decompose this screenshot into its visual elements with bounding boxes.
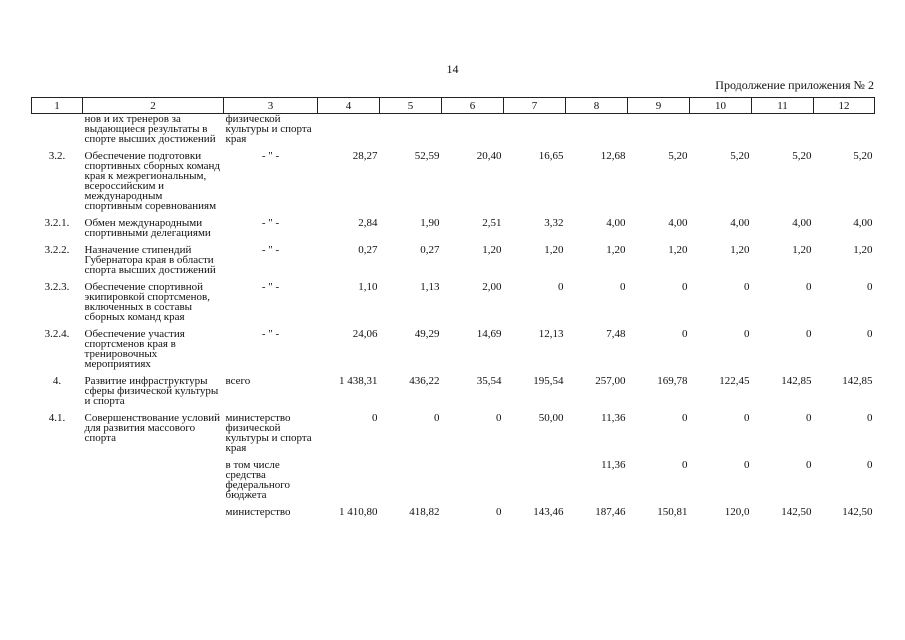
- amount-cell-col-5: [380, 453, 442, 500]
- amount-cell-col-4: 0: [372, 412, 378, 424]
- amount-cell-col-10: 0: [744, 281, 750, 293]
- column-header-3: 3: [224, 98, 318, 114]
- row-number-cell: 3.2.1.: [44, 217, 70, 229]
- activity-name-cell: Обеспечение спортивной экипировкой спортсменов, включенных в составы сборных команд края: [84, 281, 210, 323]
- amount-cell-col-11: [752, 114, 814, 145]
- table-row: [32, 211, 875, 238]
- amount-cell-col-12: 5,20: [853, 150, 873, 162]
- column-header-12: 12: [814, 98, 875, 114]
- amount-cell-col-7: 16,65: [538, 150, 564, 162]
- amount-cell-col-4: 1 410,80: [339, 506, 378, 518]
- amount-cell-col-6: 0: [496, 412, 502, 424]
- amount-cell-col-11: 5,20: [792, 150, 812, 162]
- row-number-cell: 3.2.: [48, 150, 66, 162]
- column-header-5: 5: [380, 98, 442, 114]
- table-body: [32, 114, 875, 518]
- amount-cell-col-6: 0: [496, 506, 502, 518]
- responsible-cell: - " -: [261, 244, 280, 256]
- page-number: 14: [446, 62, 459, 76]
- amount-cell-col-5: 49,29: [414, 328, 440, 340]
- amount-cell-col-12: 0: [867, 281, 873, 293]
- activity-name-cell: Совершенствование условий для развития массового спорта: [84, 412, 221, 444]
- responsible-cell: всего: [225, 375, 251, 387]
- amount-cell-col-5: 418,82: [409, 506, 440, 518]
- responsible-cell: - " -: [261, 217, 280, 229]
- amount-cell-col-7: 195,54: [533, 375, 564, 387]
- amount-cell-col-10: [690, 114, 752, 145]
- amount-cell-col-8: 4,00: [606, 217, 626, 229]
- amount-cell-col-6: 2,00: [482, 281, 502, 293]
- amount-cell-col-8: 1,20: [606, 244, 626, 256]
- amount-cell-col-4: 0,27: [358, 244, 378, 256]
- amount-cell-col-10: 120,0: [724, 506, 750, 518]
- amount-cell-col-9: 4,00: [668, 217, 688, 229]
- amount-cell-col-7: 50,00: [538, 412, 564, 424]
- appendix-continuation-label: Продолжение приложения № 2: [715, 78, 874, 92]
- amount-cell-col-9: 0: [682, 459, 688, 471]
- amount-cell-col-6: 14,69: [476, 328, 502, 340]
- amount-cell-col-7: 12,13: [538, 328, 564, 340]
- amount-cell-col-11: 0: [806, 412, 812, 424]
- amount-cell-col-10: 0: [744, 412, 750, 424]
- table-row: [32, 406, 875, 453]
- amount-cell-col-5: 1,90: [420, 217, 440, 229]
- table-row: [32, 369, 875, 406]
- amount-cell-col-8: [566, 114, 628, 145]
- activity-name-cell: Обмен международными спортивными делегациями: [84, 217, 211, 239]
- row-number-cell: [32, 114, 83, 145]
- responsible-cell: в том числе средства федерального бюджета: [225, 459, 290, 501]
- budget-table: [31, 97, 875, 517]
- amount-cell-col-9: 0: [682, 412, 688, 424]
- amount-cell-col-8: 0: [620, 281, 626, 293]
- column-header-4: 4: [318, 98, 380, 114]
- amount-cell-col-9: 0: [682, 328, 688, 340]
- table-header-row: [32, 98, 875, 114]
- amount-cell-col-5: 0,27: [420, 244, 440, 256]
- amount-cell-col-11: 142,85: [781, 375, 812, 387]
- amount-cell-col-12: 4,00: [853, 217, 873, 229]
- responsible-cell: министерство физической культуры и спорта края: [225, 412, 312, 454]
- amount-cell-col-7: [504, 453, 566, 500]
- amount-cell-col-6: 20,40: [476, 150, 502, 162]
- activity-name-cell: нов и их тренеров за выдающиеся результаты в спорте высших достижений: [84, 113, 216, 145]
- amount-cell-col-11: 1,20: [792, 244, 812, 256]
- activity-name-cell: Назначение стипендий Губернатора края в области спорта высших достижений: [84, 244, 216, 276]
- table-row: [32, 238, 875, 275]
- amount-cell-col-11: 4,00: [792, 217, 812, 229]
- table-row: [32, 500, 875, 517]
- responsible-cell: министерство: [225, 506, 291, 518]
- amount-cell-col-6: 2,51: [482, 217, 502, 229]
- amount-cell-col-5: 52,59: [414, 150, 440, 162]
- amount-cell-col-9: 0: [682, 281, 688, 293]
- activity-name-cell: Развитие инфраструктуры сферы физической культуры и спорта: [84, 375, 219, 407]
- column-header-6: 6: [442, 98, 504, 114]
- row-number-cell: 4.1.: [48, 412, 66, 424]
- amount-cell-col-12: 142,50: [842, 506, 873, 518]
- table-row: [32, 114, 875, 145]
- responsible-cell: - " -: [261, 328, 280, 340]
- amount-cell-col-4: 28,27: [352, 150, 378, 162]
- amount-cell-col-7: 143,46: [533, 506, 564, 518]
- column-header-10: 10: [690, 98, 752, 114]
- amount-cell-col-5: 436,22: [409, 375, 440, 387]
- table-row: [32, 144, 875, 211]
- row-number-cell: 3.2.4.: [44, 328, 70, 340]
- amount-cell-col-10: 122,45: [719, 375, 750, 387]
- amount-cell-col-8: 257,00: [595, 375, 626, 387]
- responsible-cell: физической культуры и спорта края: [225, 113, 312, 145]
- amount-cell-col-12: 142,85: [842, 375, 873, 387]
- responsible-cell: - " -: [261, 281, 280, 293]
- table-row: [32, 322, 875, 369]
- column-header-8: 8: [566, 98, 628, 114]
- amount-cell-col-11: 0: [806, 328, 812, 340]
- amount-cell-col-7: 0: [558, 281, 564, 293]
- activity-name-cell: Обеспечение подготовки спортивных сборных команд края к межрегиональным, всероссийским и международным спортивным соревнованиям: [84, 150, 221, 212]
- amount-cell-col-11: 0: [806, 459, 812, 471]
- column-header-9: 9: [628, 98, 690, 114]
- amount-cell-col-6: 1,20: [482, 244, 502, 256]
- amount-cell-col-7: 1,20: [544, 244, 564, 256]
- amount-cell-col-12: [814, 114, 875, 145]
- column-header-2: 2: [83, 98, 224, 114]
- amount-cell-col-4: 24,06: [352, 328, 378, 340]
- amount-cell-col-8: 11,36: [601, 459, 626, 471]
- amount-cell-col-6: [442, 453, 504, 500]
- amount-cell-col-5: [380, 114, 442, 145]
- amount-cell-col-12: 1,20: [853, 244, 873, 256]
- amount-cell-col-8: 7,48: [606, 328, 626, 340]
- amount-cell-col-8: 187,46: [595, 506, 626, 518]
- responsible-cell: - " -: [261, 150, 280, 162]
- amount-cell-col-7: [504, 114, 566, 145]
- amount-cell-col-9: 169,78: [657, 375, 688, 387]
- amount-cell-col-7: 3,32: [544, 217, 564, 229]
- amount-cell-col-8: 12,68: [600, 150, 626, 162]
- amount-cell-col-10: 0: [744, 459, 750, 471]
- amount-cell-col-9: [628, 114, 690, 145]
- amount-cell-col-4: 1,10: [358, 281, 378, 293]
- row-number-cell: 3.2.2.: [44, 244, 70, 256]
- amount-cell-col-11: 0: [806, 281, 812, 293]
- table-row: [32, 275, 875, 322]
- amount-cell-col-12: 0: [867, 412, 873, 424]
- table-row: [32, 453, 875, 500]
- column-header-7: 7: [504, 98, 566, 114]
- amount-cell-col-5: 0: [434, 412, 440, 424]
- amount-cell-col-4: 1 438,31: [339, 375, 378, 387]
- amount-cell-col-6: [442, 114, 504, 145]
- amount-cell-col-10: 1,20: [730, 244, 750, 256]
- amount-cell-col-4: [318, 114, 380, 145]
- column-header-1: 1: [32, 98, 83, 114]
- amount-cell-col-4: [318, 453, 380, 500]
- amount-cell-col-12: 0: [867, 459, 873, 471]
- amount-cell-col-4: 2,84: [358, 217, 378, 229]
- amount-cell-col-12: 0: [867, 328, 873, 340]
- amount-cell-col-11: 142,50: [781, 506, 812, 518]
- amount-cell-col-6: 35,54: [476, 375, 502, 387]
- amount-cell-col-10: 5,20: [730, 150, 750, 162]
- amount-cell-col-9: 1,20: [668, 244, 688, 256]
- column-header-11: 11: [752, 98, 814, 114]
- activity-name-cell: Обеспечение участия спортсменов края в тренировочных мероприятиях: [84, 328, 185, 370]
- amount-cell-col-8: 11,36: [601, 412, 626, 424]
- row-number-cell: [32, 500, 83, 517]
- amount-cell-col-10: 0: [744, 328, 750, 340]
- activity-name-cell: [83, 453, 224, 500]
- row-number-cell: 4.: [52, 375, 62, 387]
- amount-cell-col-9: 5,20: [668, 150, 688, 162]
- amount-cell-col-9: 150,81: [657, 506, 688, 518]
- amount-cell-col-5: 1,13: [420, 281, 440, 293]
- row-number-cell: [32, 453, 83, 500]
- activity-name-cell: [83, 500, 224, 517]
- row-number-cell: 3.2.3.: [44, 281, 70, 293]
- amount-cell-col-10: 4,00: [730, 217, 750, 229]
